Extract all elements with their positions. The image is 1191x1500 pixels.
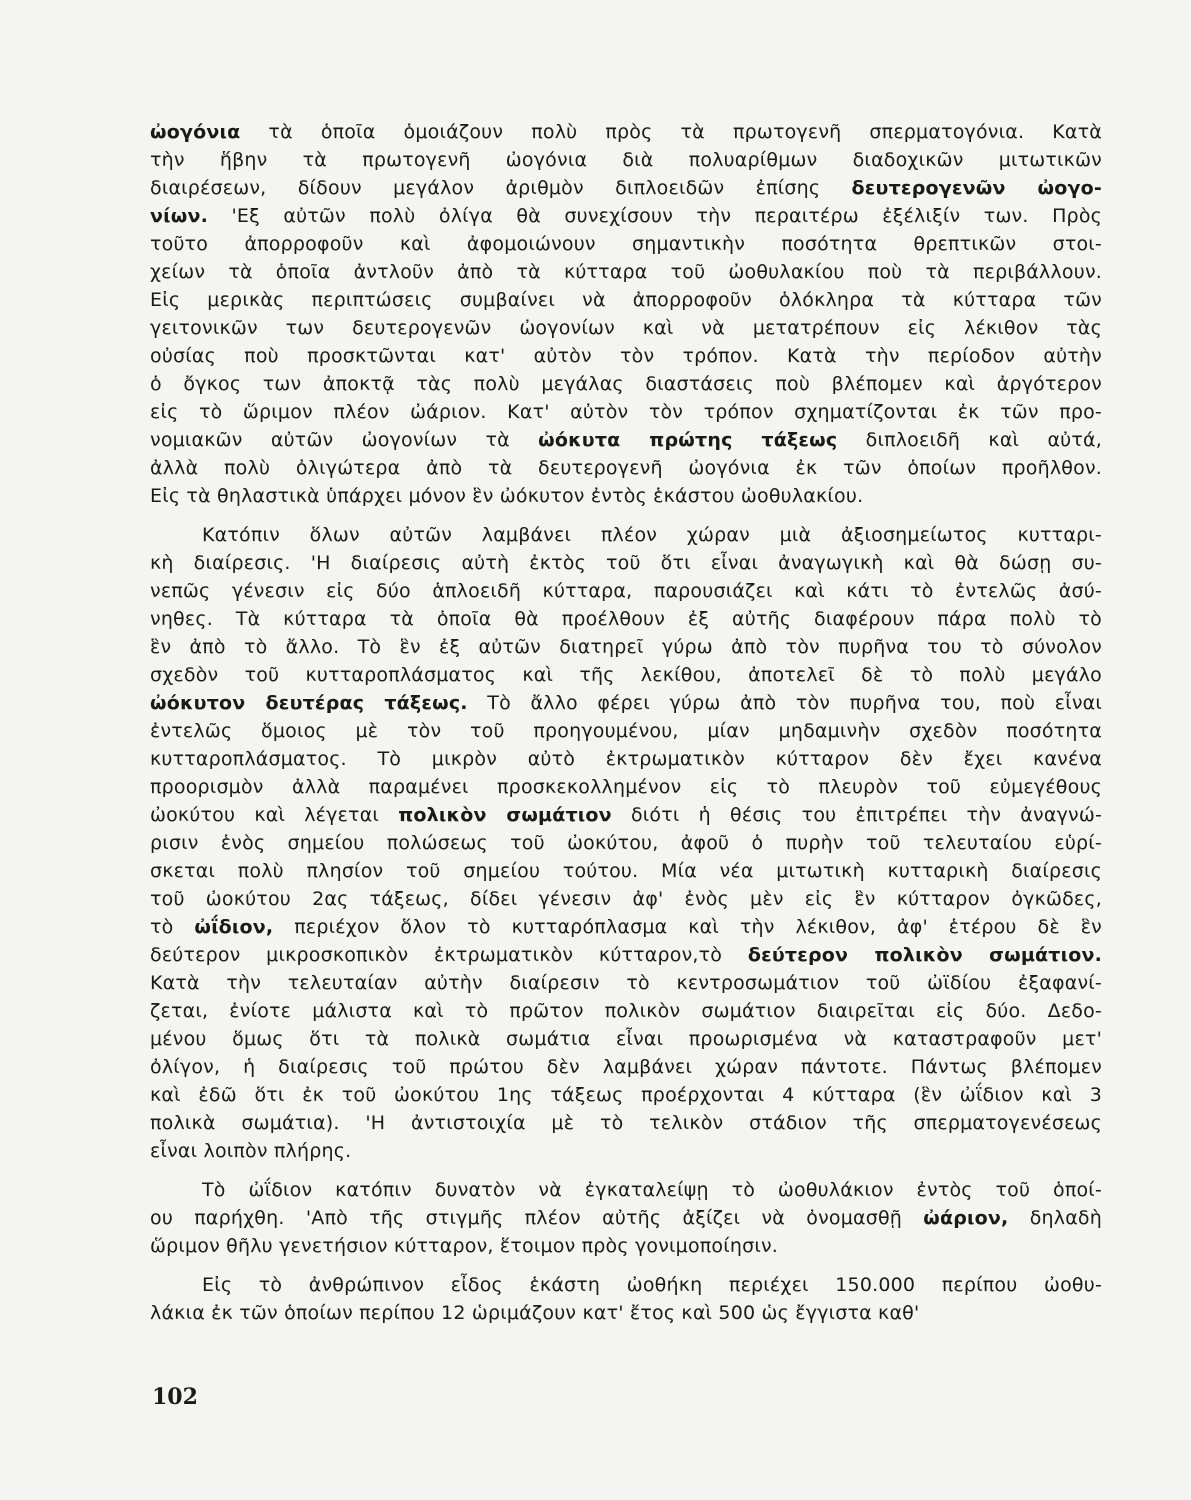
text-run: τὸ: [150, 916, 195, 938]
bold-term: δεύτερον πολικὸν σωμάτιον.: [747, 944, 1103, 966]
text-line: [150, 913, 1102, 941]
text-run: τὴν ἥβην τὰ πρωτογενῆ ὠογόνια διὰ πολυαρίθμων διαδοχικῶν μιτωτικῶν: [150, 149, 1102, 171]
text-line: [150, 1025, 1102, 1053]
text-line: [150, 605, 1102, 633]
paragraph: [150, 1271, 1102, 1327]
text-run: Τὸ ὠΐδιον κατόπιν δυνατὸν νὰ ἐγκαταλείψῃ τὸ ὠοθυλάκιον ἐντὸς τοῦ ὁποί-: [202, 1179, 1102, 1201]
text-run: γειτονικῶν των δευτερογενῶν ὠογονίων καὶ νὰ μετατρέπουν εἰς λέκιθον τὰς: [150, 317, 1102, 339]
text-run: Εἰς μερικὰς περιπτώσεις συμβαίνει νὰ ἀπορροφοῦν ὁλόκληρα τὰ κύτταρα τῶν: [150, 289, 1102, 311]
text-line: [150, 1081, 1102, 1109]
text-run: ἐντελῶς ὅμοιος μὲ τὸν τοῦ προηγουμένου, μίαν μηδαμινὴν σχεδὸν ποσότητα: [150, 720, 1102, 742]
text-run: τοῦτο ἀπορροφοῦν καὶ ἀφομοιώνουν σημαντικὴν ποσότητα θρεπτικῶν στοι-: [150, 233, 1102, 255]
paragraph: [150, 118, 1102, 510]
text-run: νεπῶς γένεσιν εἰς δύο ἁπλοειδῆ κύτταρα, παρουσιάζει καὶ κάτι τὸ ἐντελῶς ἀσύ-: [150, 580, 1102, 602]
text-run: διαιρέσεων, δίδουν μεγάλον ἀριθμὸν διπλοειδῶν ἐπίσης: [150, 177, 852, 199]
text-line: [150, 829, 1102, 857]
text-run: 'Εξ αὐτῶν πολὺ ὀλίγα θὰ συνεχίσουν τὴν περαιτέρω ἐξέλιξίν των. Πρὸς: [208, 205, 1102, 227]
text-run: ου παρήχθη. 'Απὸ τῆς στιγμῆς πλέον αὐτῆς ἀξίζει νὰ ὀνομασθῇ: [150, 1207, 924, 1229]
text-run: νομιακῶν αὐτῶν ὠογονίων τὰ: [150, 429, 539, 451]
text-line: [150, 202, 1102, 230]
bold-term: ὠάριον,: [923, 1207, 1009, 1229]
text-run: ὁ ὄγκος των ἀποκτᾷ τὰς πολὺ μεγάλας διαστάσεις ποὺ βλέπομεν καὶ ἀργότερον: [150, 373, 1102, 395]
text-line: [150, 857, 1102, 885]
text-run: τοῦ ὠοκύτου 2ας τάξεως, δίδει γένεσιν ἀφ' ἑνὸς μὲν εἰς ἓν κύτταρον ὀγκῶδες,: [150, 888, 1102, 910]
text-run: εἰς τὸ ὥριμον πλέον ὠάριον. Κατ' αὐτὸν τὸν τρόπον σχηματίζονται ἐκ τῶν προ-: [150, 401, 1102, 423]
text-run: ὠοκύτου καὶ λέγεται: [150, 804, 399, 826]
paragraph: [150, 1176, 1102, 1260]
text-line: [150, 969, 1102, 997]
text-line: [150, 549, 1102, 577]
text-run: μένου ὅμως ὅτι τὰ πολικὰ σωμάτια εἶναι προωρισμένα νὰ καταστραφοῦν μετ': [150, 1028, 1102, 1050]
text-run: ρισιν ἑνὸς σημείου πολώσεως τοῦ ὠοκύτου, ἀφοῦ ὁ πυρὴν τοῦ τελευταίου εὑρί-: [150, 832, 1102, 854]
text-line: [150, 1176, 1102, 1204]
text-line: [150, 286, 1102, 314]
text-run: χείων τὰ ὁποῖα ἀντλοῦν ἀπὸ τὰ κύτταρα τοῦ ὠοθυλακίου ποὺ τὰ περιβάλλουν.: [150, 261, 1102, 283]
text-line: [150, 258, 1102, 286]
text-run: κὴ διαίρεσις. 'Η διαίρεσις αὐτὴ ἐκτὸς τοῦ ὅτι εἶναι ἀναγωγικὴ καὶ θὰ δώσῃ συ-: [150, 552, 1102, 574]
text-line: [150, 454, 1102, 482]
text-run: Εἰς τὸ ἀνθρώπινον εἶδος ἑκάστη ὠοθήκη περιέχει 150.000 περίπου ὠοθυ-: [202, 1274, 1102, 1296]
text-line: [150, 174, 1102, 202]
text-run: τὰ ὁποῖα ὁμοιάζουν πολὺ πρὸς τὰ πρωτογενῆ σπερματογόνια. Κατὰ: [240, 121, 1102, 143]
text-run: Τὸ ἄλλο φέρει γύρω ἀπὸ τὸν πυρῆνα του, ποὺ εἶναι: [467, 692, 1102, 714]
paragraph: [150, 521, 1102, 1165]
text-run: δεύτερον μικροσκοπικὸν ἐκτρωματικὸν κύτταρον,τὸ: [150, 944, 748, 966]
text-line: [150, 689, 1102, 717]
text-run: ἀλλὰ πολὺ ὀλιγώτερα ἀπὸ τὰ δευτερογενῆ ὠογόνια ἐκ τῶν ὁποίων προῆλθον.: [150, 457, 1102, 479]
bold-term: πολικὸν σωμάτιον: [398, 804, 612, 826]
text-run: ζεται, ἐνίοτε μάλιστα καὶ τὸ πρῶτον πολικὸν σωμάτιον διαιρεῖται εἰς δύο. Δεδο-: [150, 1000, 1102, 1022]
text-run: δηλαδὴ: [1008, 1207, 1103, 1229]
bold-term: ὠΐδιον,: [194, 916, 274, 938]
text-line: [150, 661, 1102, 689]
text-line: [150, 118, 1102, 146]
text-line: [150, 1232, 1102, 1260]
text-line: [150, 773, 1102, 801]
text-line: [150, 1137, 1102, 1165]
text-run: Κατὰ τὴν τελευταίαν αὐτὴν διαίρεσιν τὸ κεντροσωμάτιον τοῦ ὠϊδίου ἐξαφανί-: [150, 972, 1102, 994]
text-run: σκεται πολὺ πλησίον τοῦ σημείου τούτου. Μία νέα μιτωτικὴ κυτταρικὴ διαίρεσις: [150, 860, 1102, 882]
text-run: διπλοειδῆ καὶ αὐτά,: [837, 429, 1102, 451]
text-run: σχεδὸν τοῦ κυτταροπλάσματος καὶ τῆς λεκίθου, ἀποτελεῖ δὲ τὸ πολὺ μεγάλο: [150, 664, 1102, 686]
text-run: διότι ἡ θέσις του ἐπιτρέπει τὴν ἀναγνώ-: [611, 804, 1102, 826]
text-line: [150, 482, 1102, 510]
text-line: [150, 426, 1102, 454]
bold-term: ὠόκυτον δευτέρας τάξεως.: [150, 692, 468, 714]
text-run: καὶ ἐδῶ ὅτι ἐκ τοῦ ὠοκύτου 1ης τάξεως προέρχονται 4 κύτταρα (ἓν ὠΐδιον καὶ 3: [150, 1084, 1102, 1106]
text-line: [150, 146, 1102, 174]
bold-term: ὠόκυτα πρώτης τάξεως: [538, 429, 838, 451]
text-line: [150, 342, 1102, 370]
text-line: [150, 717, 1102, 745]
text-run: Εἰς τὰ θηλαστικὰ ὑπάρχει μόνον ἓν ὠόκυτον ἐντὸς ἑκάστου ὠοθυλακίου.: [150, 485, 864, 507]
text-line: [150, 801, 1102, 829]
paragraph-gap: [150, 1165, 1102, 1176]
text-run: ὥριμον θῆλυ γενετήσιον κύτταρον, ἕτοιμον πρὸς γονιμοποίησιν.: [150, 1235, 779, 1257]
paragraph-gap: [150, 510, 1102, 521]
text-run: Κατόπιν ὅλων αὐτῶν λαμβάνει πλέον χώραν μιὰ ἀξιοσημείωτος κυτταρι-: [202, 524, 1102, 546]
text-line: [150, 745, 1102, 773]
text-line: [150, 577, 1102, 605]
text-line: [150, 1109, 1102, 1137]
text-line: [150, 370, 1102, 398]
text-run: ὀλίγον, ἡ διαίρεσις τοῦ πρώτου δὲν λαμβάνει χώραν πάντοτε. Πάντως βλέπομεν: [150, 1056, 1102, 1078]
text-run: περιέχον ὅλον τὸ κυτταρόπλασμα καὶ τὴν λέκιθον, ἀφ' ἑτέρου δὲ ἓν: [273, 916, 1102, 938]
text-line: [150, 633, 1102, 661]
text-line: [150, 1204, 1102, 1232]
text-run: πολικὰ σωμάτια). 'Η ἀντιστοιχία μὲ τὸ τελικὸν στάδιον τῆς σπερματογενέσεως: [150, 1112, 1102, 1134]
bold-term: δευτερογενῶν ὠογο-: [851, 177, 1102, 199]
text-line: [150, 521, 1102, 549]
page-body: [150, 118, 1102, 1327]
text-run: λάκια ἐκ τῶν ὁποίων περίπου 12 ὡριμάζουν κατ' ἔτος καὶ 500 ὡς ἔγγιστα καθ': [150, 1302, 920, 1324]
text-line: [150, 1299, 1102, 1327]
text-run: οὐσίας ποὺ προσκτῶνται κατ' αὐτὸν τὸν τρόπον. Κατὰ τὴν περίοδον αὐτὴν: [150, 345, 1102, 367]
page-number: 102: [152, 1384, 198, 1410]
paragraph-gap: [150, 1260, 1102, 1271]
text-run: προορισμὸν ἀλλὰ παραμένει προσκεκολλημένον εἰς τὸ πλευρὸν τοῦ εὐμεγέθους: [150, 776, 1102, 798]
text-line: [150, 1271, 1102, 1299]
text-line: [150, 1053, 1102, 1081]
text-run: κυτταροπλάσματος. Τὸ μικρὸν αὐτὸ ἐκτρωματικὸν κύτταρον δὲν ἔχει κανένα: [150, 748, 1102, 770]
text-line: [150, 230, 1102, 258]
text-line: [150, 997, 1102, 1025]
text-line: [150, 885, 1102, 913]
text-run: εἶναι λοιπὸν πλήρης.: [150, 1140, 352, 1162]
text-line: [150, 314, 1102, 342]
text-run: ἓν ἀπὸ τὸ ἄλλο. Τὸ ἓν ἐξ αὐτῶν διατηρεῖ γύρω ἀπὸ τὸν πυρῆνα του τὸ σύνολον: [150, 636, 1102, 658]
text-line: [150, 941, 1102, 969]
text-line: [150, 398, 1102, 426]
bold-term: ὠογόνια: [150, 121, 241, 143]
text-run: νηθες. Τὰ κύτταρα τὰ ὁποῖα θὰ προέλθουν ἐξ αὐτῆς διαφέρουν πάρα πολὺ τὸ: [150, 608, 1102, 630]
bold-term: νίων.: [150, 205, 209, 227]
